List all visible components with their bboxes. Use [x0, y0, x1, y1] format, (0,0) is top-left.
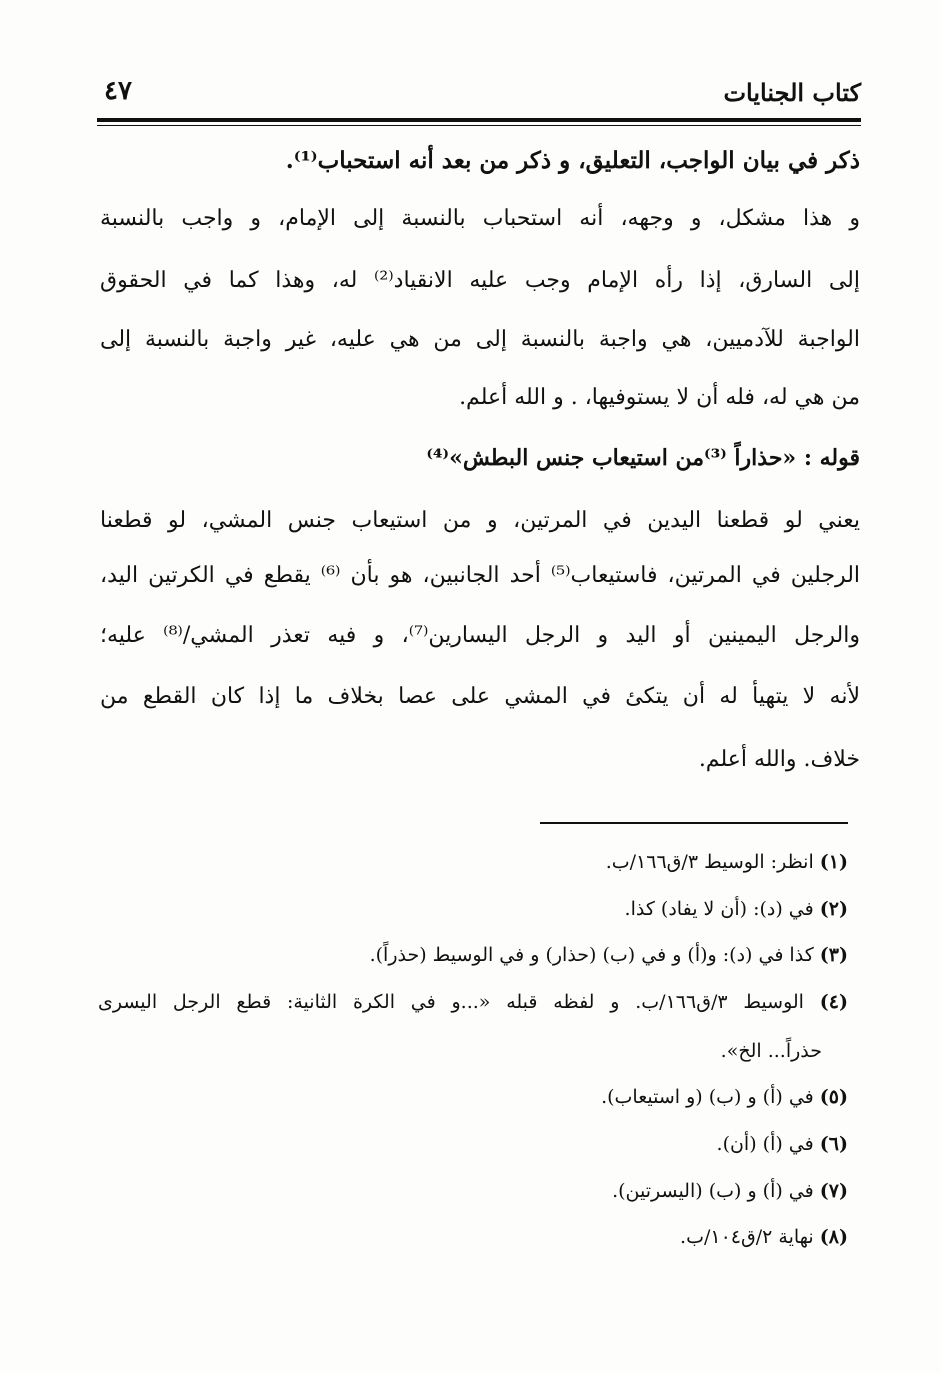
- footnote-text: في (د): (أن لا يفاد) كذا.: [624, 898, 814, 920]
- footnote: [680, 1224, 848, 1250]
- footnote-number: (٢): [819, 898, 848, 920]
- footnote-text: في (أ) (أن).: [716, 1133, 814, 1155]
- footnote-number: (٧): [819, 1180, 848, 1202]
- quoted-phrase: قوله : «حذاراً ⁽³⁾من استيعاب جنس البطش»⁽⁴⁾: [426, 445, 860, 471]
- footnote-number: (٦): [819, 1133, 848, 1155]
- footnote: [601, 1084, 848, 1110]
- footnote: [717, 1131, 848, 1157]
- paragraph-line: خلاف. والله أعلم.: [698, 747, 860, 772]
- footnote-number: (٤): [819, 991, 848, 1013]
- page-header: [96, 78, 861, 114]
- paragraph-line: الواجبة للآدميين، هي واجبة بالنسبة إلى من هي عليه، غير واجبة بالنسبة إلى: [100, 327, 860, 352]
- paragraph-line: من هي له، فله أن لا يستوفيها، . و الله أعلم.: [459, 385, 860, 410]
- paragraph-line: يعني لو قطعنا اليدين في المرتين، و من استيعاب جنس المشي، لو قطعنا: [100, 508, 860, 533]
- footnote-number: (٥): [819, 1086, 848, 1108]
- running-title: كتاب الجنايات: [723, 78, 861, 107]
- header-rule-thick: [97, 118, 861, 122]
- paragraph-line: والرجل اليمينين أو اليد و الرجل اليسارين⁽⁷⁾، و فيه تعذر المشي/⁽⁸⁾ عليه؛: [100, 623, 860, 648]
- footnote: [370, 942, 848, 968]
- footnote-number: (١): [819, 851, 848, 873]
- footnote-separator: [540, 822, 848, 824]
- footnote-continuation: حذراً... الخ».: [720, 1040, 822, 1062]
- section-heading: ذكر في بيان الواجب، التعليق، و ذكر من بعد أنه استحباب⁽¹⁾.: [285, 147, 860, 174]
- paragraph-line: إلى السارق، إذا رأه الإمام وجب عليه الانقياد⁽²⁾ له، وهذا كما في الحقوق: [100, 268, 860, 293]
- footnote: [98, 989, 848, 1015]
- footnote: [625, 896, 848, 922]
- page-number: ٤٧: [104, 76, 132, 106]
- paragraph-line: و هذا مشكل، و وجهه، أنه استحباب بالنسبة إلى الإمام، و واجب بالنسبة: [100, 206, 860, 231]
- paragraph-line: لأنه لا يتهيأ له أن يتكئ في المشي على عصا بخلاف ما إذا كان القطع من: [100, 684, 860, 709]
- footnote: [606, 849, 848, 875]
- footnote: [612, 1178, 848, 1204]
- header-rule-thin: [97, 125, 861, 126]
- footnote-number: (٣): [819, 944, 848, 966]
- footnote-text: كذا في (د): و(أ) و في (ب) (حذار) و في الوسيط (حذراً).: [369, 944, 814, 966]
- footnote-text: نهاية ٢/ق١٠٤/ب.: [680, 1226, 814, 1248]
- footnote-number: (٨): [819, 1226, 848, 1248]
- footnote-text: في (أ) و (ب) (و استيعاب).: [601, 1086, 814, 1108]
- paragraph-line: الرجلين في المرتين، فاستيعاب⁽⁵⁾ أحد الجانبين، هو بأن ⁽⁶⁾ يقطع في الكرتين اليد،: [100, 563, 861, 588]
- footnote-text: في (أ) و (ب) (اليسرتين).: [612, 1180, 814, 1202]
- footnote-text: الوسيط ٣/ق١٦٦/ب. و لفظه قبله «...و في الكرة الثانية: قطع الرجل اليسرى: [98, 991, 804, 1013]
- footnote-text: انظر: الوسيط ٣/ق١٦٦/ب.: [605, 851, 814, 873]
